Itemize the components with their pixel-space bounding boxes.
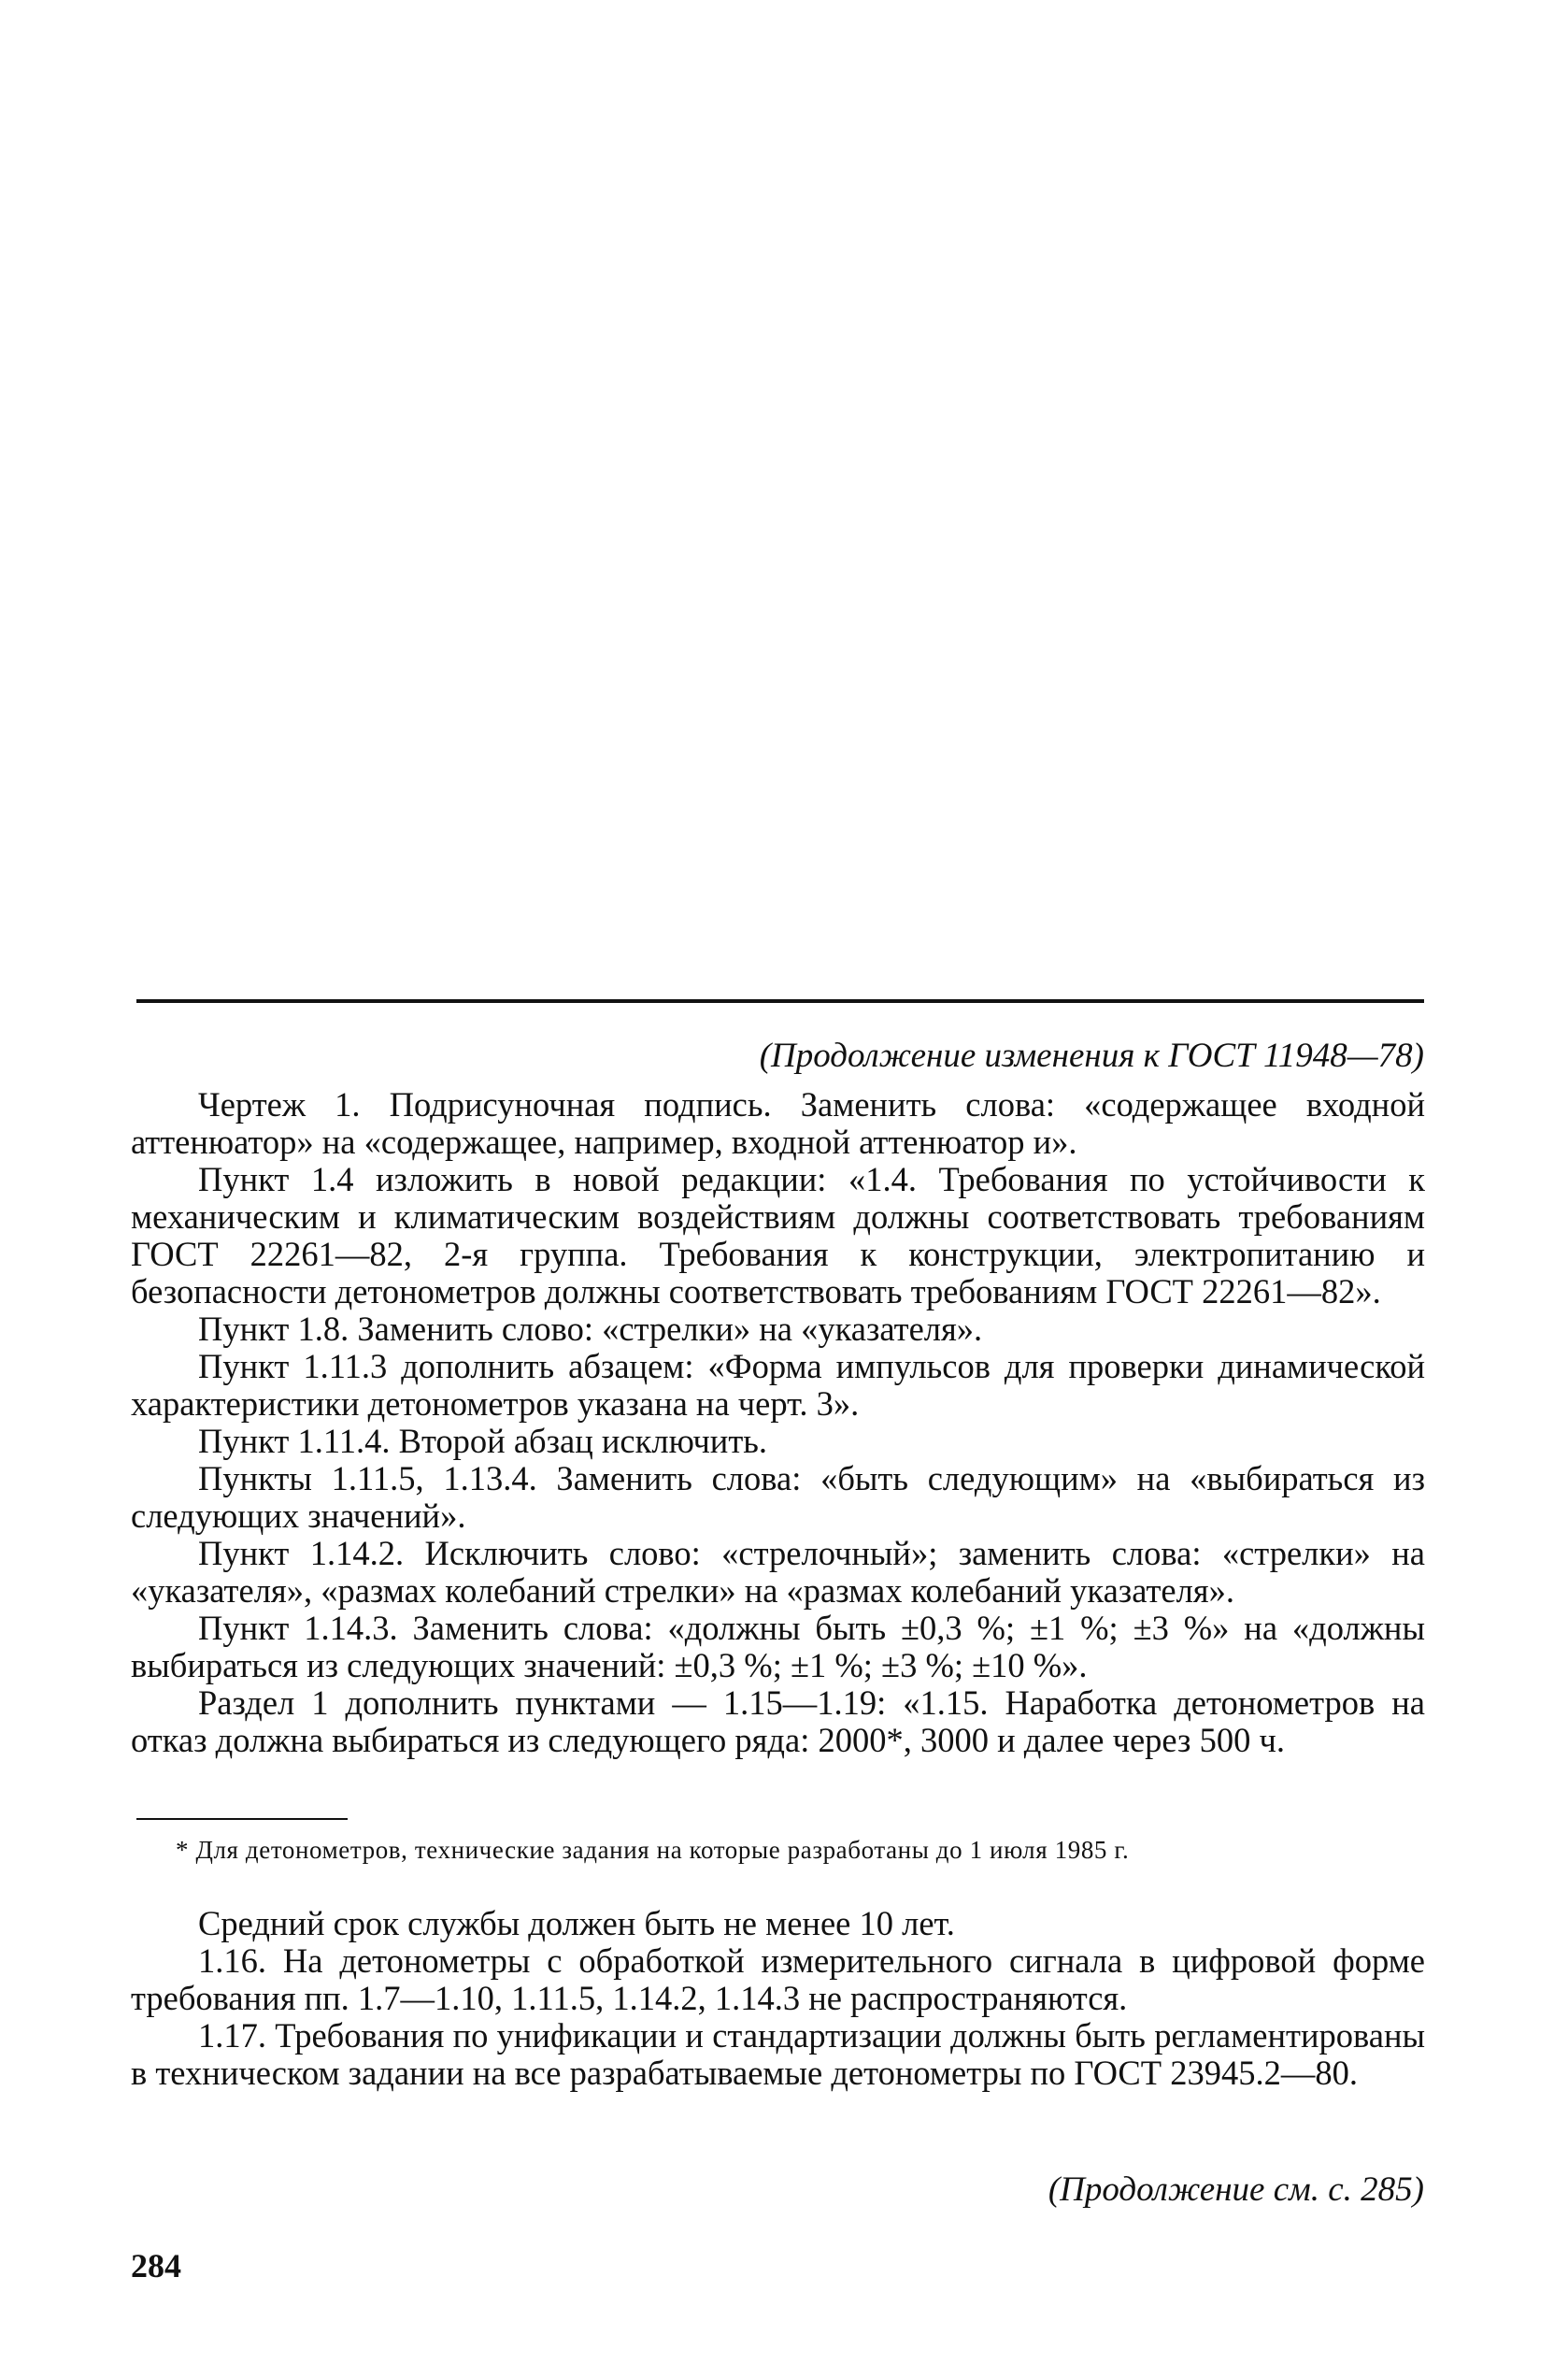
top-divider-rule bbox=[136, 999, 1424, 1003]
continuation-note: (Продолжение см. с. 285) bbox=[1048, 2170, 1424, 2209]
paragraph-item-1-11-3: Пункт 1.11.3 дополнить абзацем: «Форма импульсов для проверки динамической характеристики детонометров указана на черт. 3». bbox=[131, 1347, 1425, 1423]
paragraph-drawing-caption: Чертеж 1. Подрисуночная подпись. Заменить слова: «содержащее входной аттенюатор» на «содержащее, например, входной аттенюатор и». bbox=[131, 1085, 1425, 1161]
footnote: * Для детонометров, технические задания на которые разработаны до 1 июля 1985 г. bbox=[176, 1836, 1130, 1864]
paragraph-item-1-14-2: Пункт 1.14.2. Исключить слово: «стрелочный»; заменить слова: «стрелки» на «указателя», «размах колебаний стрелки» на «размах колебаний указателя». bbox=[131, 1534, 1425, 1610]
paragraph-section-1-additions: Раздел 1 дополнить пунктами — 1.15—1.19: «1.15. Наработка детонометров на отказ должна выбираться из следующего ряда: 2000*, 3000 и далее через 500 ч. bbox=[131, 1683, 1425, 1759]
paragraph-item-1-16: 1.16. На детонометры с обработкой измерительного сигнала в цифровой форме требования пп. 1.7—1.10, 1.11.5, 1.14.2, 1.14.3 не распространяются. bbox=[131, 1941, 1425, 2017]
footnote-rule bbox=[136, 1818, 348, 1820]
paragraph-item-1-11-4: Пункт 1.11.4. Второй абзац исключить. bbox=[198, 1422, 768, 1460]
continuation-header: (Продолжение изменения к ГОСТ 11948—78) bbox=[759, 1037, 1424, 1075]
paragraph-item-1-17: 1.17. Требования по унификации и стандартизации должны быть регламентированы в техническом задании на все разрабатываемые детонометры по ГОСТ 23945.2—80. bbox=[131, 2016, 1425, 2092]
paragraph-service-life: Средний срок службы должен быть не менее 10 лет. bbox=[198, 1904, 955, 1942]
paragraph-items-1-11-5: Пункты 1.11.5, 1.13.4. Заменить слова: «быть следующим» на «выбираться из следующих значений». bbox=[131, 1459, 1425, 1535]
paragraph-item-1-14-3: Пункт 1.14.3. Заменить слова: «должны быть ±0,3 %; ±1 %; ±3 %» на «должны выбираться из следующих значений: ±0,3 %; ±1 %; ±3 %; ±10 %». bbox=[131, 1609, 1425, 1684]
paragraph-item-1-8: Пункт 1.8. Заменить слово: «стрелки» на «указателя». bbox=[198, 1310, 983, 1348]
continued-text-block bbox=[131, 1905, 1425, 2092]
paragraph-item-1-4: Пункт 1.4 изложить в новой редакции: «1.4. Требования по устойчивости к механическим и климатическим воздействиям должны соответствовать требованиям ГОСТ 22261—82, 2-я группа. Требования к конструкции, электропитанию и безопасности детонометров должны соответствовать требованиям ГОСТ 22261—82». bbox=[131, 1160, 1425, 1310]
main-text-block bbox=[131, 1086, 1425, 1759]
page-number: 284 bbox=[131, 2247, 181, 2284]
